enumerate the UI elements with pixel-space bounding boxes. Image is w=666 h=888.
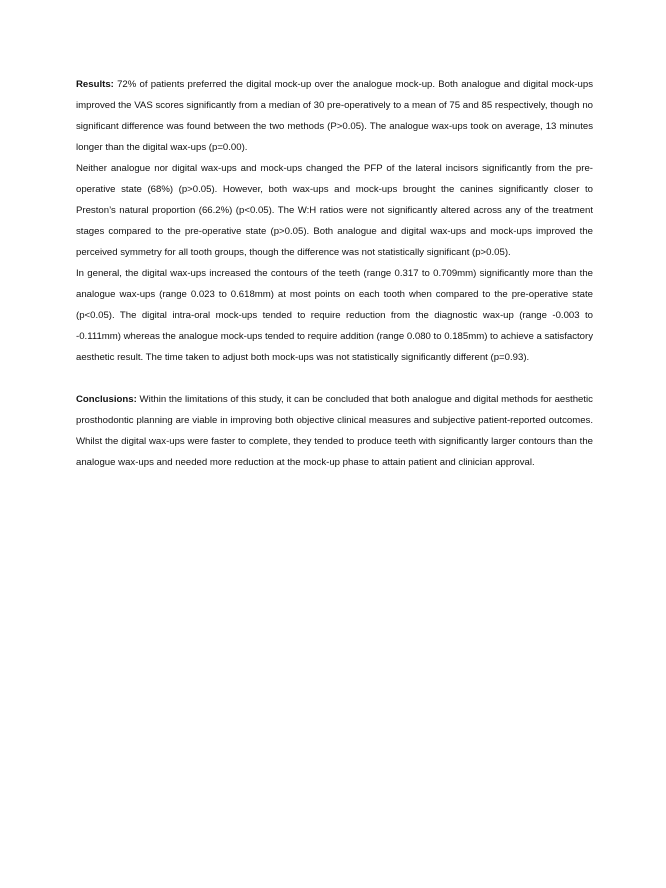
conclusions-text: Within the limitations of this study, it can be concluded that both analogue and digital methods for aesthetic prosthodontic planning are viable in improving both objective clinical measures and subjective patient-reported outcomes. Whilst the digital wax-ups were faster to complete, they tended to produce teeth with significantly larger contours than the analogue wax-ups and needed more reduction at the mock-up phase to attain patient and clinician approval. (76, 394, 593, 468)
results-paragraph-1 (76, 74, 593, 158)
results-text-1: 72% of patients preferred the digital mock-up over the analogue mock-up. Both analogue and digital mock-ups improved the VAS scores significantly from a median of 30 pre-operatively to a mean of 75 and 85 respectively, though no significant difference was found between the two methods (P>0.05). The analogue wax-ups took on average, 13 minutes longer than the digital wax-ups (p=0.00). (76, 79, 593, 153)
results-text-2: Neither analogue nor digital wax-ups and mock-ups changed the PFP of the lateral incisors significantly from the pre-operative state (68%) (p>0.05). However, both wax-ups and mock-ups brought the canines significantly closer to Preston’s natural proportion (66.2%) (p<0.05). The W:H ratios were not significantly altered across any of the treatment stages compared to the pre-operative state (p>0.05). Both analogue and digital wax-ups and mock-ups improved the perceived symmetry for all tooth groups, though the difference was not statistically significant (p>0.05). (76, 163, 593, 258)
conclusions-paragraph (76, 389, 593, 473)
paragraph-spacer (76, 368, 593, 389)
conclusions-label: Conclusions: (76, 394, 137, 405)
results-paragraph-2 (76, 158, 593, 263)
document-page (76, 74, 593, 473)
results-label: Results: (76, 79, 114, 90)
results-text-3: In general, the digital wax-ups increased the contours of the teeth (range 0.317 to 0.709mm) significantly more than the analogue wax-ups (range 0.023 to 0.618mm) at most points on each tooth when compared to the pre-operative state (p<0.05). The digital intra-oral mock-ups tended to require reduction from the diagnostic wax-up (range -0.003 to -0.111mm) whereas the analogue mock-ups tended to require addition (range 0.080 to 0.185mm) to achieve a satisfactory aesthetic result. The time taken to adjust both mock-ups was not statistically significantly different (p=0.93). (76, 268, 593, 363)
results-paragraph-3 (76, 263, 593, 368)
